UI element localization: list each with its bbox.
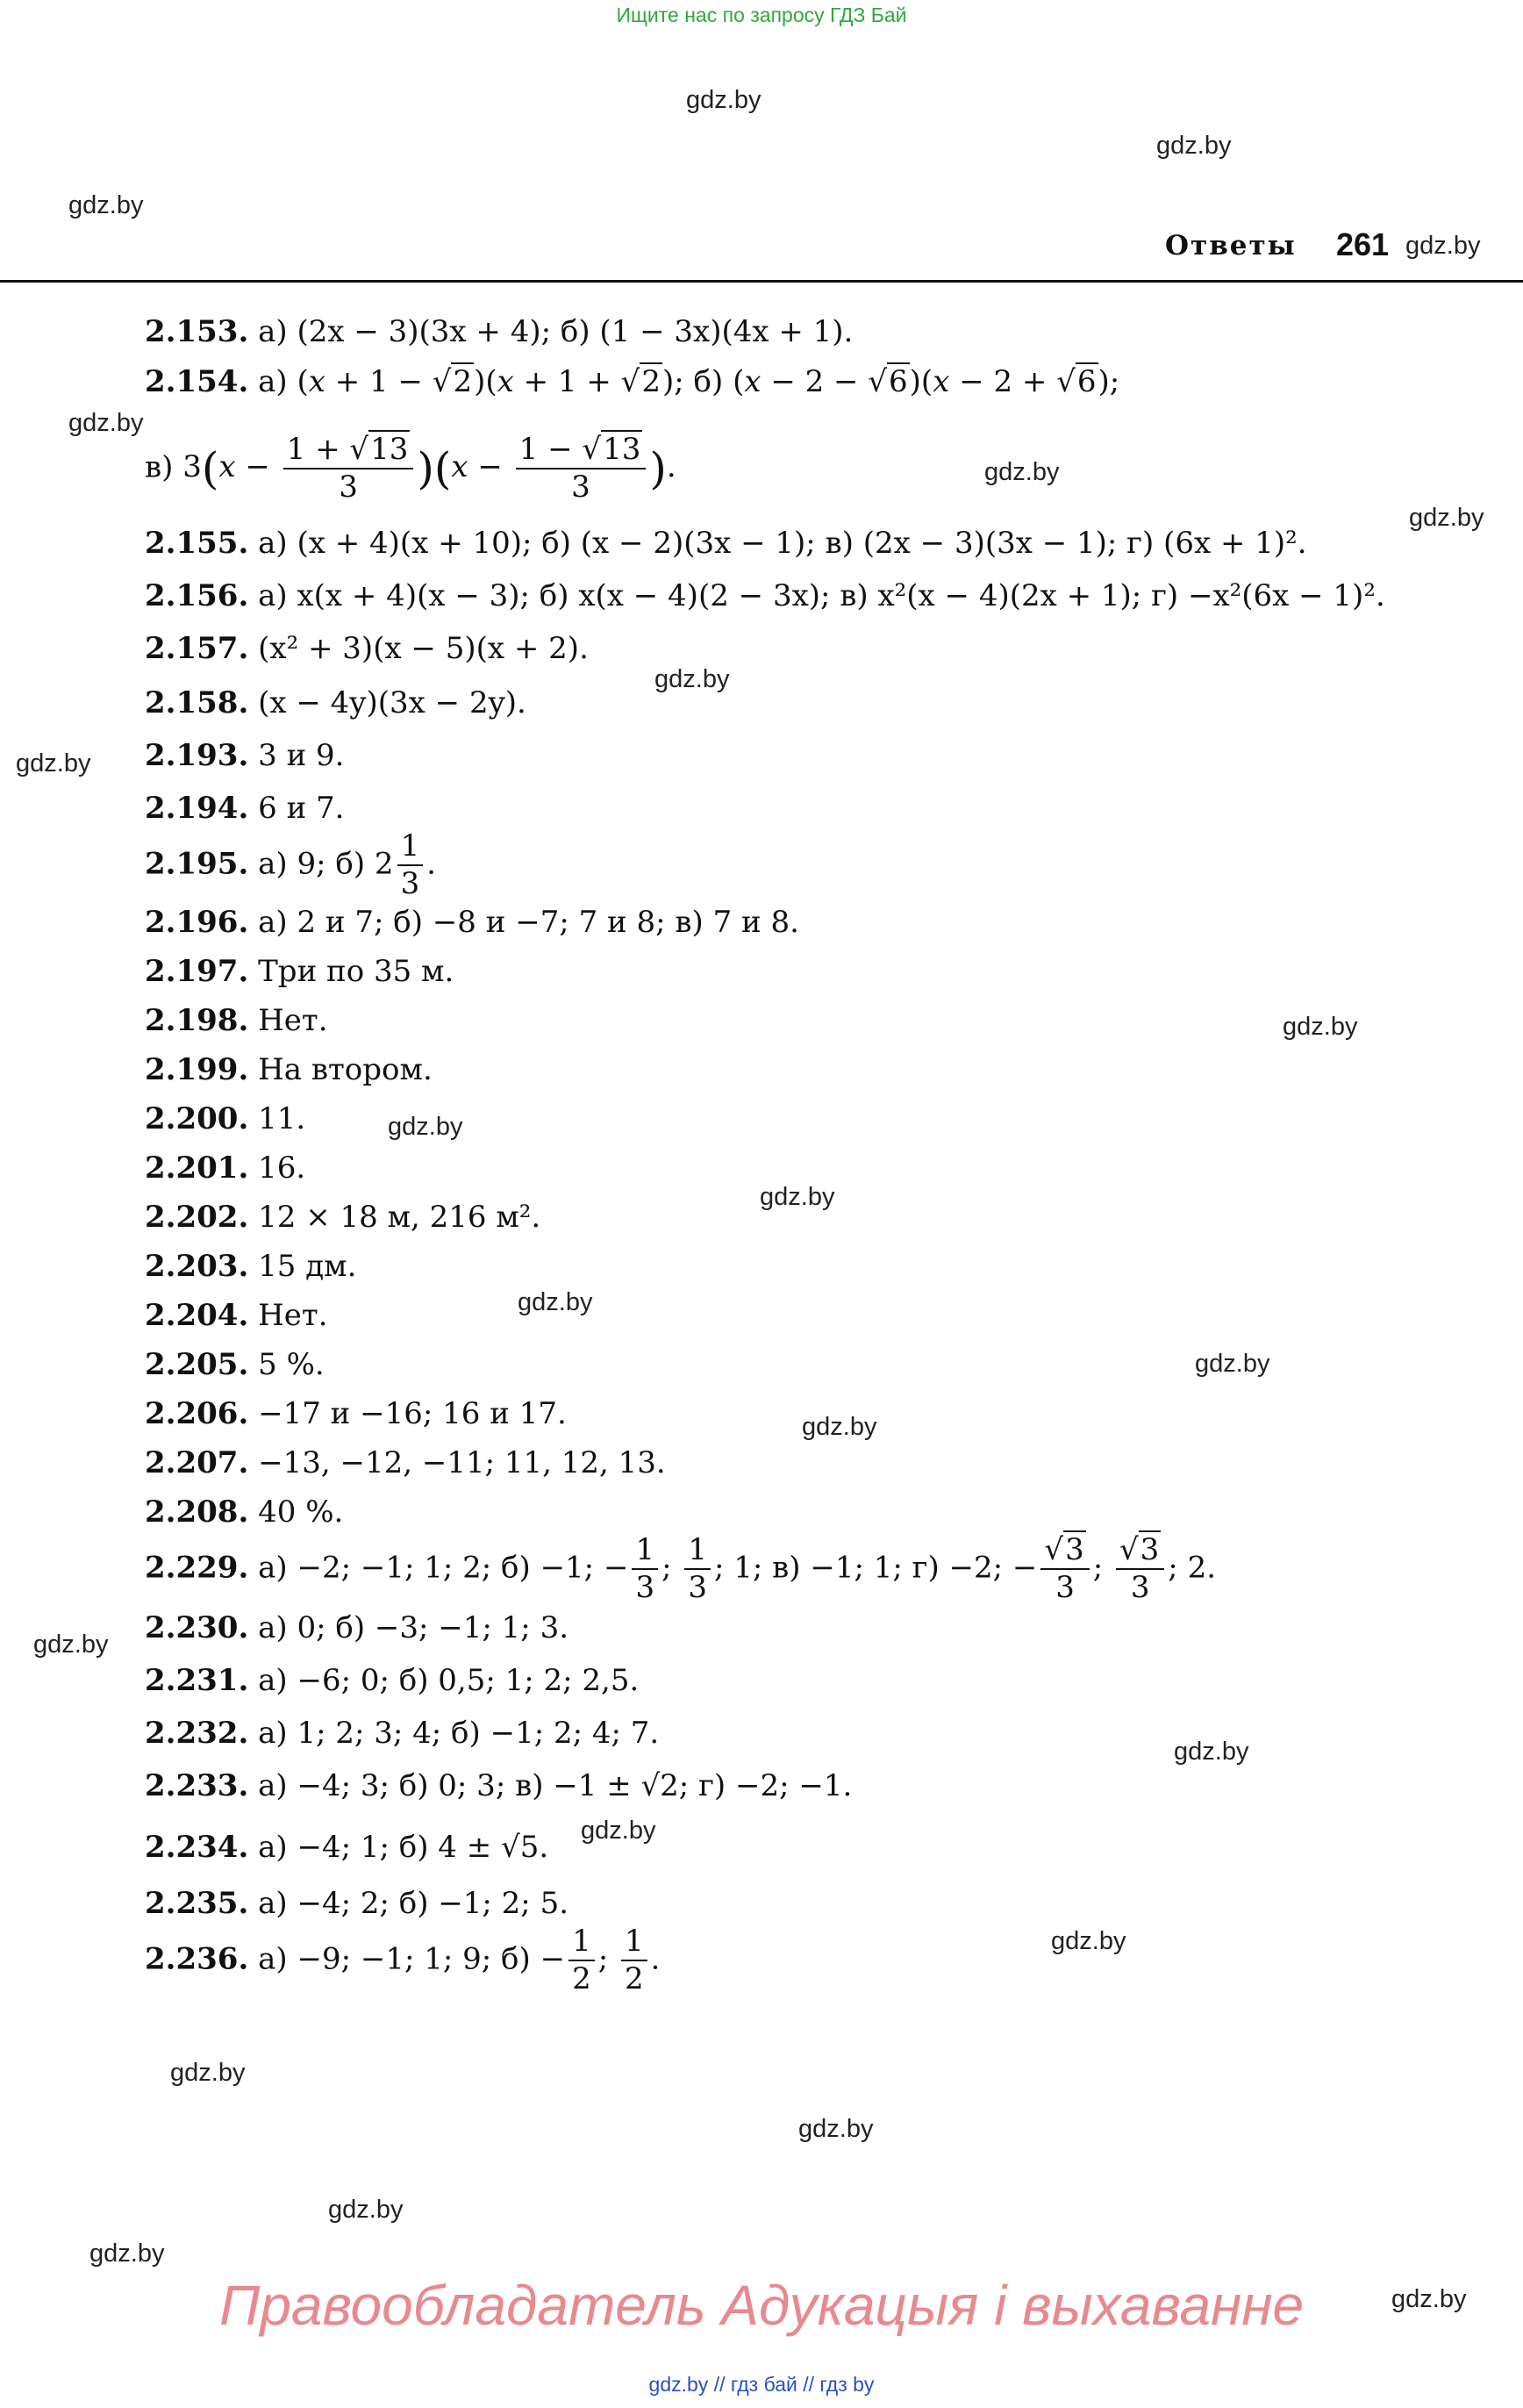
page-number: 261	[1336, 226, 1390, 262]
answer-text: 3 и 9.	[258, 738, 345, 773]
watermark: gdz.by	[33, 1630, 109, 1659]
answer-number: 2.193.	[145, 738, 249, 773]
watermark: gdz.by	[984, 458, 1060, 486]
answer-number: 2.203.	[145, 1249, 249, 1284]
answer-math: (x + 1 − √2)(x + 1 + √2);	[297, 364, 684, 399]
answer-part-label: б)	[693, 364, 724, 399]
answer-text: 11.	[258, 1101, 306, 1136]
answer-2156	[145, 578, 1385, 613]
answer-2201	[145, 1150, 306, 1186]
answer-text: 40 %.	[258, 1494, 344, 1530]
rights-holder-notice: Правообладатель Адукацыя і выхаванне	[218, 2274, 1305, 2337]
watermark: gdz.by	[68, 409, 144, 437]
answer-number: 2.195.	[145, 846, 249, 882]
answer-number: 2.153.	[145, 314, 249, 349]
answer-number: 2.202.	[145, 1200, 249, 1235]
answer-2199	[145, 1052, 433, 1087]
answer-number: 2.235.	[145, 1886, 249, 1921]
answer-number: 2.206.	[145, 1396, 249, 1431]
answer-number: 2.236.	[145, 1941, 249, 1977]
header-divider	[0, 280, 1523, 283]
watermark: gdz.by	[89, 2240, 165, 2268]
answer-text: 1; в) −1; 1; г) −2;	[733, 1550, 1004, 1586]
answer-2236: 2.236. а) −9; −1; 1; 9; б) − $\frac{1}{2}$ ; $\frac{1}{2}$ .	[145, 1924, 661, 1997]
answer-2197	[145, 954, 454, 989]
watermark: gdz.by	[802, 1413, 877, 1441]
watermark: gdz.by	[1409, 504, 1484, 532]
answer-text: −13, −12, −11; 11, 12, 13.	[258, 1445, 666, 1480]
page-header-title: Ответы	[1165, 230, 1297, 262]
answer-number: 2.157.	[145, 631, 249, 666]
answer-text: а) 1; 2; 3; 4; б) −1; 2; 4; 7.	[258, 1716, 660, 1751]
answer-text: а) −4; 1; б) 4 ± √5.	[258, 1830, 549, 1865]
answer-2195: 2.195. а) 9; б) 2 $\frac{1}{3}$ .	[145, 828, 437, 902]
answer-part-label: в)	[145, 449, 174, 485]
answer-2200	[145, 1101, 306, 1136]
watermark: gdz.by	[1283, 1013, 1358, 1041]
answer-text: а) −6; 0; б) 0,5; 1; 2; 2,5.	[258, 1663, 640, 1698]
watermark: gdz.by	[1405, 232, 1481, 260]
answer-number: 2.199.	[145, 1052, 249, 1087]
answer-2154	[145, 364, 1120, 399]
answer-text: (x² + 3)(x − 5)(x + 2).	[258, 631, 589, 666]
answer-2157	[145, 631, 589, 666]
watermark: gdz.by	[1051, 1927, 1126, 1955]
answer-number: 2.231.	[145, 1663, 249, 1698]
answer-2207	[145, 1445, 666, 1480]
answer-text: а) −4; 3; б) 0; 3; в) −1 ± √2; г) −2; −1.	[258, 1768, 853, 1803]
answer-number: 2.207.	[145, 1445, 249, 1480]
answer-2208	[145, 1494, 344, 1530]
answer-2205	[145, 1347, 325, 1382]
answer-2206	[145, 1396, 567, 1431]
watermark: gdz.by	[68, 191, 144, 219]
mixed-number-whole: 2	[374, 846, 394, 882]
answer-2193	[145, 738, 345, 773]
answer-2204	[145, 1298, 328, 1333]
answer-2153	[145, 314, 854, 349]
answer-2198	[145, 1003, 328, 1038]
answer-number: 2.229.	[145, 1550, 249, 1586]
answer-math: (x − 2 − √6)(x − 2 + √6);	[733, 364, 1120, 399]
answer-text: а) 9; б)	[258, 846, 366, 882]
footer-links[interactable]: gdz.by // гдз бай // гдз by	[648, 2373, 875, 2396]
watermark: gdz.by	[686, 86, 762, 114]
answer-text: а) 0; б) −3; −1; 1; 3.	[258, 1610, 569, 1645]
answer-text: а) −4; 2; б) −1; 2; 5.	[258, 1886, 569, 1921]
answer-number: 2.196.	[145, 905, 249, 940]
answer-text: 2.	[1187, 1550, 1217, 1586]
answer-text: а) 2 и 7; б) −8 и −7; 7 и 8; в) 7 и 8.	[258, 905, 799, 940]
watermark: gdz.by	[654, 665, 730, 693]
answer-text: Нет.	[258, 1003, 328, 1038]
answer-2194	[145, 791, 345, 826]
watermark: gdz.by	[170, 2059, 246, 2087]
answer-text: 16.	[258, 1150, 306, 1186]
answer-2154-continuation	[145, 434, 676, 505]
answer-text: −17 и −16; 16 и 17.	[258, 1396, 567, 1431]
answer-number: 2.230.	[145, 1610, 249, 1645]
answer-number: 2.198.	[145, 1003, 249, 1038]
watermark: gdz.by	[518, 1288, 593, 1316]
answer-2202	[145, 1200, 541, 1235]
answer-number: 2.194.	[145, 791, 249, 826]
answer-text: Нет.	[258, 1298, 328, 1333]
answer-2233	[145, 1768, 853, 1803]
answer-number: 2.200.	[145, 1101, 249, 1136]
answer-number: 2.158.	[145, 685, 249, 720]
watermark: gdz.by	[1195, 1350, 1270, 1378]
answer-number: 2.208.	[145, 1494, 249, 1530]
answer-2230	[145, 1610, 569, 1645]
watermark: gdz.by	[1391, 2285, 1467, 2313]
answer-2158	[145, 685, 526, 720]
answer-text: а) (2x − 3)(3x + 4); б) (1 − 3x)(4x + 1).	[258, 314, 854, 349]
answer-text: а) x(x + 4)(x − 3); б) x(x − 4)(2 − 3x); в) x²(x − 4)(2x + 1); г) −x²(6x − 1)².	[258, 578, 1385, 613]
answer-text: 15 дм.	[258, 1249, 357, 1284]
answer-number: 2.201.	[145, 1150, 249, 1186]
watermark: gdz.by	[388, 1113, 463, 1141]
watermark: gdz.by	[328, 2196, 404, 2224]
answer-text: Три по 35 м.	[258, 954, 454, 989]
watermark: gdz.by	[760, 1183, 835, 1211]
answer-number: 2.155.	[145, 526, 249, 561]
answer-2155	[145, 526, 1307, 561]
answer-text: а) (x + 4)(x + 10); б) (x − 2)(3x − 1); в) (2x − 3)(3x − 1); г) (6x + 1)².	[258, 526, 1307, 561]
watermark: gdz.by	[798, 2115, 874, 2143]
answer-part-label: а)	[258, 364, 288, 399]
watermark: gdz.by	[581, 1817, 656, 1845]
answer-number: 2.154.	[145, 364, 249, 399]
answer-2231	[145, 1663, 640, 1698]
answer-text: 5 %.	[258, 1347, 325, 1382]
answer-text: а) −9; −1; 1; 9; б)	[258, 1941, 531, 1977]
answer-number: 2.197.	[145, 954, 249, 989]
answer-text: (x − 4y)(3x − 2y).	[258, 685, 526, 720]
answer-number: 2.205.	[145, 1347, 249, 1382]
answer-2234	[145, 1830, 549, 1865]
answer-2196	[145, 905, 799, 940]
watermark: gdz.by	[1156, 132, 1232, 160]
watermark: gdz.by	[16, 749, 91, 778]
answer-number: 2.232.	[145, 1716, 249, 1751]
answer-2203	[145, 1249, 357, 1284]
answer-2235	[145, 1886, 569, 1921]
watermark: gdz.by	[1174, 1738, 1249, 1766]
answer-number: 2.233.	[145, 1768, 249, 1803]
answer-math: 3(x − $\frac{1 + √13}{3}$ )(x − $\frac{1 - √13}{3}$ ).	[182, 432, 676, 505]
answer-2232	[145, 1716, 660, 1751]
answer-text: На втором.	[258, 1052, 433, 1087]
answer-number: 2.234.	[145, 1830, 249, 1865]
answer-text: 6 и 7.	[258, 791, 345, 826]
answer-text: а) −2; −1; 1; 2; б) −1;	[258, 1550, 595, 1586]
answer-text: 12 × 18 м, 216 м².	[258, 1200, 541, 1235]
fraction: $\frac{1}{3}$	[397, 830, 424, 901]
top-banner[interactable]: Ищите нас по запросу ГДЗ Бай	[616, 4, 907, 26]
answer-number: 2.204.	[145, 1298, 249, 1333]
answer-number: 2.156.	[145, 578, 249, 613]
answer-2229: 2.229. а) −2; −1; 1; 2; б) −1; − $\frac{1}{3}$ ; $\frac{1}{3}$ ; 1; в) −1; 1; г) −2; − $\frac{√3}{3}$ ; $\frac{√3}{3}$ ; 2.	[145, 1532, 1217, 1606]
